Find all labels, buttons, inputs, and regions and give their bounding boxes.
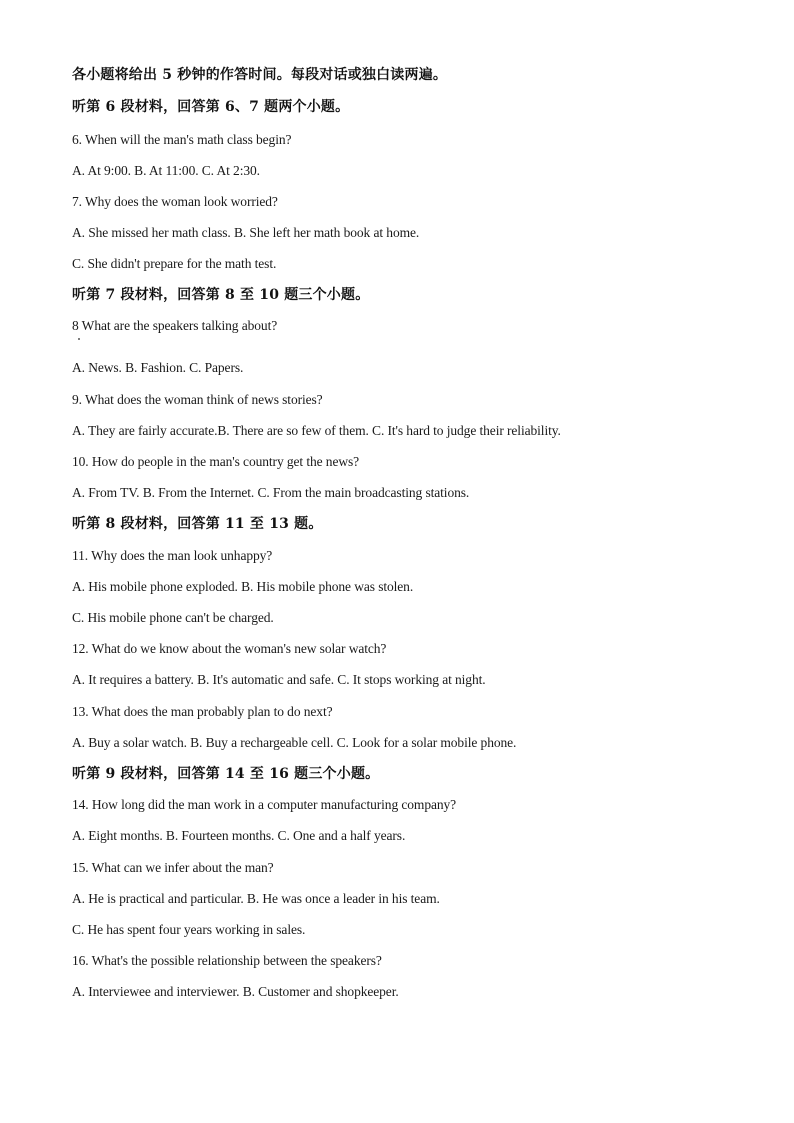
question-text: 10. How do people in the man's country get the news? bbox=[72, 454, 360, 469]
section-heading: 听第 8 段材料，回答第 11 至 13 题。 bbox=[72, 516, 323, 532]
question-text: 8 What are the speakers talking about? bbox=[72, 318, 278, 333]
question-text: 11. Why does the man look unhappy? bbox=[72, 548, 273, 563]
section-heading: 听第 9 段材料，回答第 14 至 16 题三个小题。 bbox=[72, 766, 380, 782]
answer-options: C. He has spent four years working in sales. bbox=[72, 922, 306, 937]
question-text: 16. What's the possible relationship between the speakers? bbox=[72, 953, 382, 968]
stray-dot bbox=[78, 338, 80, 340]
question-text: 9. What does the woman think of news stories? bbox=[72, 392, 323, 407]
question-text: 7. Why does the woman look worried? bbox=[72, 194, 278, 209]
question-text: 15. What can we infer about the man? bbox=[72, 860, 274, 875]
question-text: 13. What does the man probably plan to do next? bbox=[72, 704, 333, 719]
section-heading: 听第 6 段材料，回答第 6、7 题两个小题。 bbox=[72, 99, 350, 115]
answer-options: A. It requires a battery. B. It's automatic and safe. C. It stops working at night. bbox=[72, 672, 486, 687]
answer-options: A. From TV. B. From the Internet. C. From the main broadcasting stations. bbox=[72, 485, 470, 500]
section-heading: 听第 7 段材料，回答第 8 至 10 题三个小题。 bbox=[72, 287, 370, 303]
answer-options: C. His mobile phone can't be charged. bbox=[72, 610, 274, 625]
answer-options: A. They are fairly accurate.B. There are so few of them. C. It's hard to judge their reliability. bbox=[72, 423, 561, 438]
answer-options: C. She didn't prepare for the math test. bbox=[72, 256, 277, 271]
answer-options: A. Interviewee and interviewer. B. Customer and shopkeeper. bbox=[72, 984, 399, 999]
answer-options: A. She missed her math class. B. She left her math book at home. bbox=[72, 225, 420, 240]
answer-options: A. Buy a solar watch. B. Buy a rechargeable cell. C. Look for a solar mobile phone. bbox=[72, 735, 517, 750]
intro-text: 各小题将给出 5 秒钟的作答时间。每段对话或独白读两遍。 bbox=[72, 67, 448, 83]
answer-options: A. Eight months. B. Fourteen months. C. One and a half years. bbox=[72, 828, 406, 843]
answer-options: A. He is practical and particular. B. He was once a leader in his team. bbox=[72, 891, 440, 906]
question-text: 12. What do we know about the woman's new solar watch? bbox=[72, 641, 387, 656]
answer-options: A. At 9:00. B. At 11:00. C. At 2:30. bbox=[72, 163, 260, 178]
question-text: 6. When will the man's math class begin? bbox=[72, 132, 292, 147]
answer-options: A. His mobile phone exploded. B. His mobile phone was stolen. bbox=[72, 579, 414, 594]
answer-options: A. News. B. Fashion. C. Papers. bbox=[72, 360, 244, 375]
question-text: 14. How long did the man work in a computer manufacturing company? bbox=[72, 797, 457, 812]
